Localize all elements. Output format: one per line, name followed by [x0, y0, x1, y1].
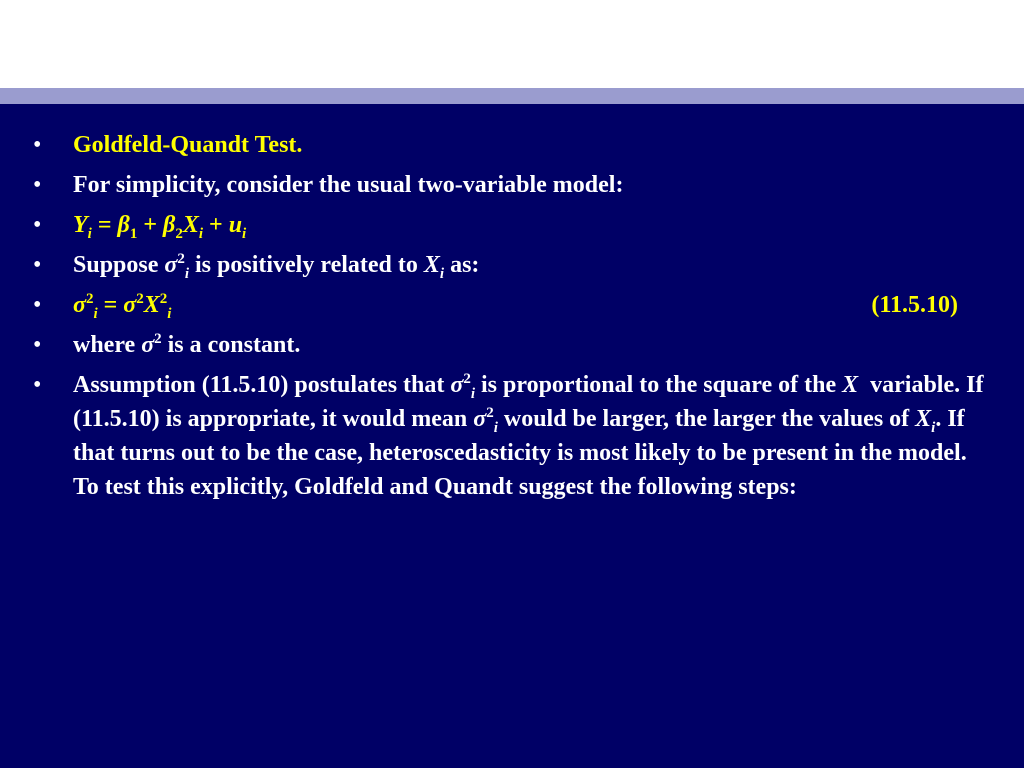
constant-text: where $\sigma^2$ is a constant. — [73, 331, 301, 358]
bullet-icon: • — [33, 372, 42, 398]
intro-text: For simplicity, consider the usual two-variable model: — [73, 172, 624, 198]
slide-body — [0, 104, 1024, 768]
model-equation: $Y_i = \beta_1 + \beta_2X_i + u_i$ — [73, 212, 247, 242]
bullet-heading — [0, 128, 1024, 162]
bullet-icon: • — [33, 252, 42, 278]
bullet-constant — [0, 328, 1024, 362]
assumption-paragraph: Assumption (11.5.10) postulates that $\sigma^2_i$ is proportional to the square of the X variable. If (11.5.10) is appropriate, it would mean $\sigma^2_i$ would be larger, the larger the values of $X_i$. If that turns out to be the case, heteroscedasticity is most likely to be present in the model. To test this explicitly, Goldfeld and Quandt suggest the following steps: — [73, 371, 990, 500]
slide-header-area — [0, 0, 1024, 88]
equation-number: (11.5.10) — [871, 292, 958, 318]
bullet-icon: • — [33, 172, 42, 198]
heading-text: Goldfeld-Quandt Test. — [73, 132, 303, 158]
bullet-model-equation — [0, 208, 1024, 242]
bullet-intro — [0, 168, 1024, 202]
bullet-suppose — [0, 248, 1024, 282]
bullet-icon: • — [33, 292, 42, 318]
bullet-icon: • — [33, 132, 42, 158]
divider-bar — [0, 88, 1024, 104]
suppose-text: Suppose $\sigma^2_i$ is positively related to $X_i$ as: — [73, 251, 480, 282]
bullet-icon: • — [33, 332, 42, 358]
bullet-icon: • — [33, 212, 42, 238]
bullet-assumption — [0, 368, 1024, 504]
bullet-list — [0, 128, 1024, 510]
bullet-variance-equation — [0, 288, 1024, 322]
variance-equation: $\sigma^2_i = \sigma^2X^2_i$ — [73, 291, 172, 322]
